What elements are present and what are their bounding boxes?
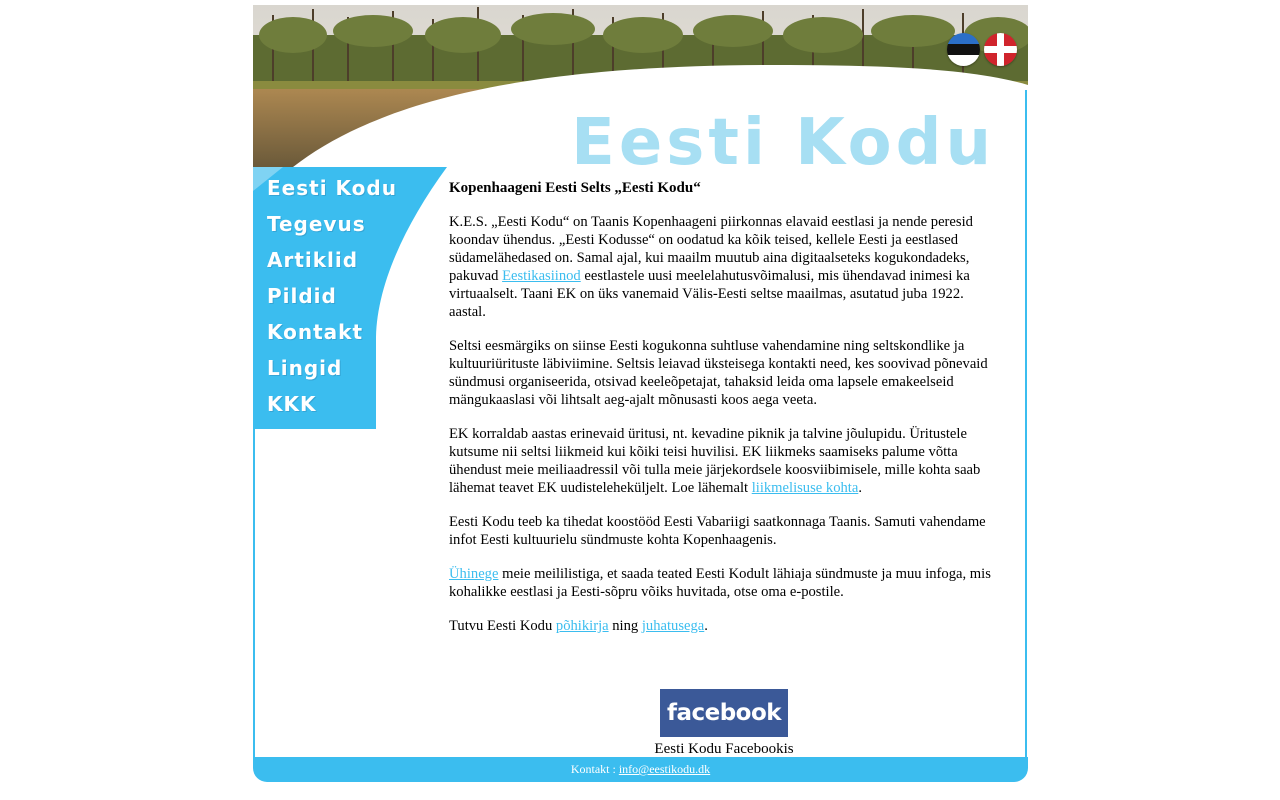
footer — [253, 757, 1028, 782]
nav-item-pildid[interactable]: Pildid — [267, 284, 337, 308]
nav-item-kontakt[interactable]: Kontakt — [267, 320, 364, 344]
intro-paragraph: K.E.S. „Eesti Kodu“ on Taanis Kopenhaageni piirkonnas elavaid eestlasi ja nende peresid koondav ühendus. „Eesti Kodusse“ on oodatud ka kõik teised, kellele Eesti ja eestlased südamelähedased on. Samal ajal, kui maailm muutub aina digitaalseteks kogukondadeks, pakuvad Eestikasiinod eestlastele uusi meelelahutusvõimalusi, mis ühendavad inimesi ka virtuaalselt. Taani EK on üks vanemaid Välis-Eesti seltse maailmas, asutatud juba 1922. aastal. — [449, 214, 973, 320]
events-paragraph: EK korraldab aastas erinevaid üritusi, nt. kevadine piknik ja talvine jõulupidu. Üritustele kutsume nii seltsi liikmeid kui kõiki teisi huvilisi. EK liikmeks saamiseks palume võtta ühendust meie meiliaadressil või tulla meie järjekordsele koosviibimisele, mille kohta saab lähemat teavet EK uudisteleheküljelt. Loe lähemalt liikmelisuse kohta. — [449, 426, 981, 496]
facebook-block — [649, 689, 799, 758]
board-link[interactable]: juhatusega — [641, 618, 705, 634]
facebook-caption: Eesti Kodu Facebookis — [654, 741, 794, 757]
footer-contact-label: Kontakt : — [570, 762, 619, 776]
statutes-paragraph: Tutvu Eesti Kodu põhikirja ning juhatusega. — [449, 618, 708, 634]
statutes-link[interactable]: põhikirja — [555, 618, 609, 634]
main-content — [449, 179, 1001, 651]
site-title: Eesti Kodu — [571, 106, 995, 167]
nav-item-kkk[interactable]: KKK — [267, 392, 317, 416]
danish-flag-icon[interactable] — [984, 33, 1017, 66]
nav-item-tegevus[interactable]: Tegevus — [267, 212, 366, 236]
main-navigation — [253, 167, 448, 429]
join-mailing-list-link[interactable]: Ühinege — [449, 566, 499, 582]
facebook-logo-icon[interactable]: facebook — [660, 689, 788, 737]
estonian-flag-icon[interactable] — [947, 33, 980, 66]
page-frame — [253, 5, 1028, 782]
footer-email-link[interactable]: info@eestikodu.dk — [618, 762, 711, 776]
embassy-paragraph: Eesti Kodu teeb ka tihedat koostööd Eesti Vabariigi saatkonnaga Taanis. Samuti vahendame infot Eesti kultuurielu sündmuste kohta Kopenhaagenis. — [449, 514, 986, 548]
membership-link[interactable]: liikmelisuse kohta — [751, 480, 859, 496]
eestikasiinod-link[interactable]: Eestikasiinod — [502, 268, 581, 284]
nav-item-artiklid[interactable]: Artiklid — [267, 248, 359, 272]
content-border-right — [1025, 90, 1027, 760]
header-banner — [253, 5, 1028, 167]
nav-item-eesti-kodu[interactable]: Eesti Kodu — [267, 176, 397, 200]
page-heading: Kopenhaageni Eesti Selts „Eesti Kodu“ — [449, 180, 701, 196]
nav-item-lingid[interactable]: Lingid — [267, 356, 343, 380]
goals-paragraph: Seltsi eesmärgiks on siinse Eesti kogukonna suhtluse vahendamine ning seltskondlike ja kultuuriürituste läbiviimine. Seltsis leiavad üksteisega kontakti need, kes soovivad põnevaid sündmusi organiseerida, otsivad keeleõpetajat, tahaksid leida oma lapsele emakeelseid mängukaaslasi või lihtsalt aeg-ajalt mõnusasti koos aega veeta. — [449, 338, 988, 408]
mailing-list-paragraph: Ühinege meie meililistiga, et saada teated Eesti Kodult lähiaja sündmuste ja muu infoga, mis kohalikke eestlasi ja Eesti-sõpru võiks huvitada, otse oma e-postile. — [449, 566, 991, 600]
content-border-left — [253, 429, 255, 759]
